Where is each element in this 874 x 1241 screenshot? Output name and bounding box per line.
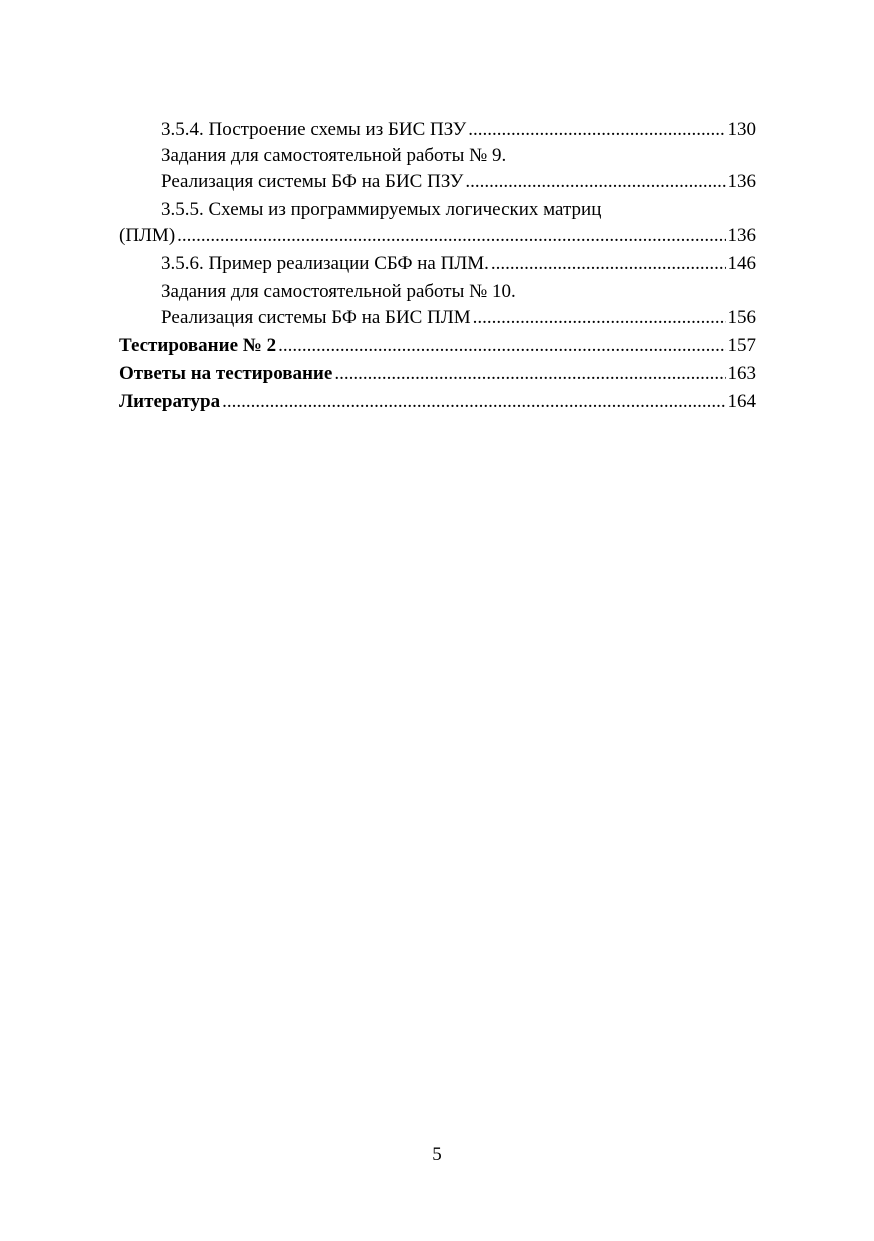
toc-entry-title: 3.5.6. Пример реализации СБФ на ПЛМ. xyxy=(161,253,489,274)
toc-entry-page: 156 xyxy=(727,307,756,328)
toc-entry-title-continued: Реализация системы БФ на БИС ПЗУ xyxy=(161,171,464,192)
toc-entry[interactable] xyxy=(119,143,756,195)
toc-line xyxy=(161,117,756,143)
toc-entry[interactable] xyxy=(119,197,756,249)
toc-entry-title: Тестирование № 2 xyxy=(119,335,277,356)
toc-entry-title: 3.5.5. Схемы из программируемых логических матриц xyxy=(161,199,602,220)
toc-entry[interactable] xyxy=(119,361,756,387)
toc-entry-title-continued: Реализация системы БФ на БИС ПЛМ xyxy=(161,307,471,328)
toc-line xyxy=(119,223,756,249)
dot-leader xyxy=(222,389,725,415)
toc-line xyxy=(119,333,756,359)
dot-leader xyxy=(468,117,725,143)
toc-entry-page: 136 xyxy=(727,225,756,246)
dot-leader xyxy=(278,333,725,359)
toc-line xyxy=(161,169,756,195)
toc-entry-title: 3.5.4. Построение схемы из БИС ПЗУ xyxy=(161,119,467,140)
table-of-contents xyxy=(119,117,756,415)
toc-entry-page: 136 xyxy=(727,171,756,192)
dot-leader xyxy=(465,169,725,195)
toc-line xyxy=(161,251,756,277)
toc-line xyxy=(161,279,756,305)
toc-entry[interactable] xyxy=(119,389,756,415)
toc-entry[interactable] xyxy=(119,251,756,277)
toc-entry-title: Ответы на тестирование xyxy=(119,363,333,384)
toc-entry-page: 164 xyxy=(727,391,756,412)
toc-entry-page: 163 xyxy=(727,363,756,384)
page-number: 5 xyxy=(432,1144,442,1165)
toc-entry-page: 130 xyxy=(727,119,756,140)
toc-line xyxy=(161,305,756,331)
toc-line xyxy=(119,361,756,387)
dot-leader xyxy=(177,223,725,249)
dot-leader xyxy=(473,305,726,331)
toc-entry-title: Литература xyxy=(119,391,221,412)
toc-entry-page: 157 xyxy=(727,335,756,356)
toc-entry[interactable] xyxy=(119,333,756,359)
toc-line xyxy=(161,197,756,223)
toc-line xyxy=(119,389,756,415)
toc-entry-page: 146 xyxy=(727,253,756,274)
dot-leader xyxy=(491,251,726,277)
toc-entry-title: Задания для самостоятельной работы № 10. xyxy=(161,281,516,302)
toc-entry[interactable] xyxy=(119,279,756,331)
toc-entry[interactable] xyxy=(119,117,756,143)
toc-entry-title: Задания для самостоятельной работы № 9. xyxy=(161,145,507,166)
dot-leader xyxy=(334,361,725,387)
toc-entry-title-continued: (ПЛМ) xyxy=(119,225,176,246)
toc-line xyxy=(161,143,756,169)
